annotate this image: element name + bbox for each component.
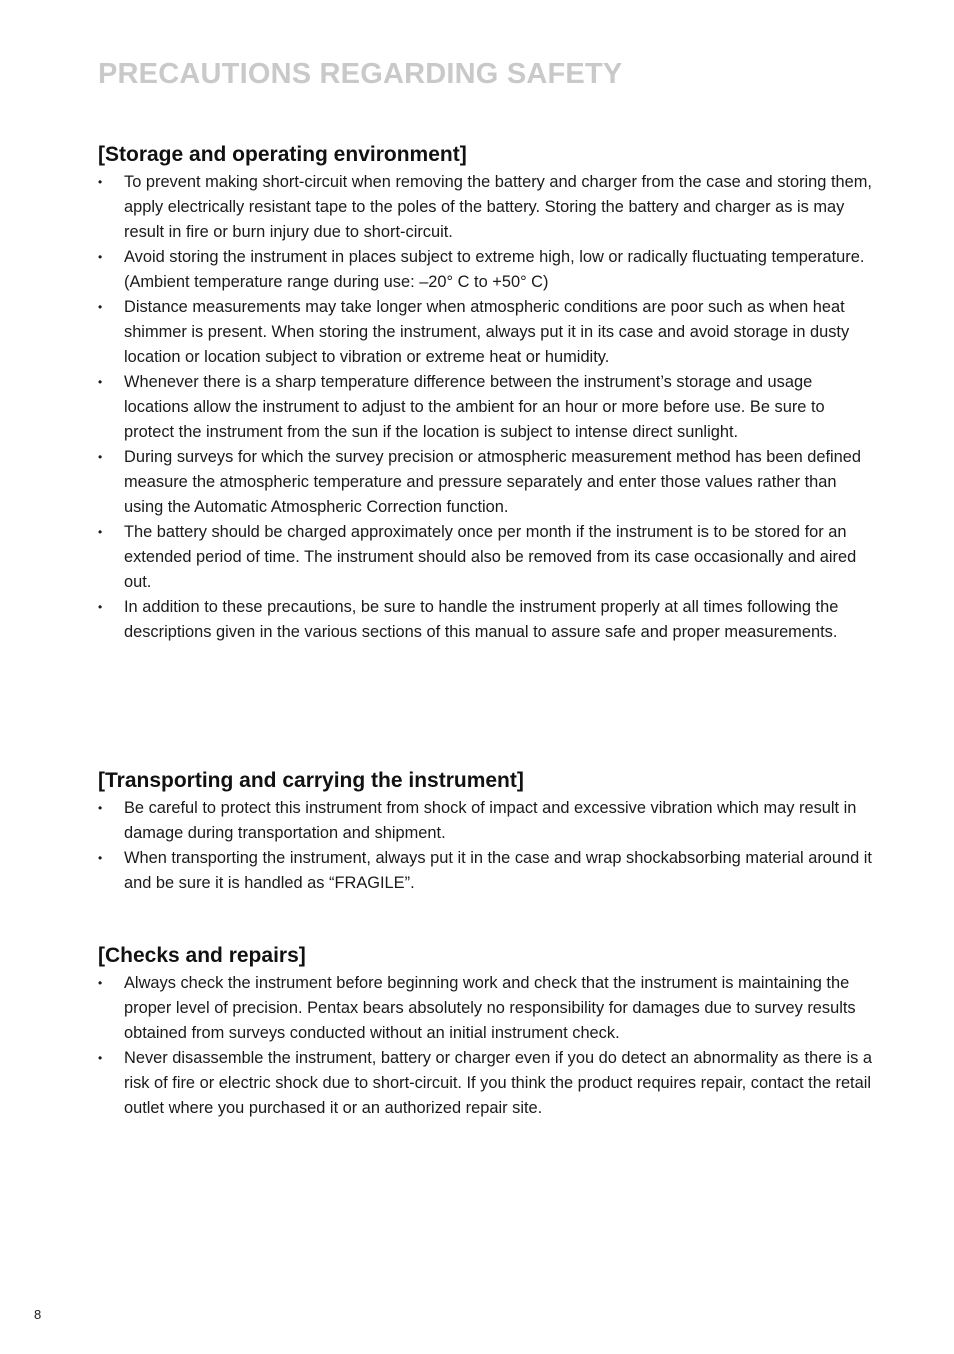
bullet-icon: •	[98, 525, 103, 539]
list-item	[98, 595, 878, 645]
bullet-icon: •	[98, 375, 103, 389]
bullet-icon: •	[98, 450, 103, 464]
bullet-icon: •	[98, 801, 103, 815]
bullet-list	[98, 971, 878, 1121]
page-number: 8	[34, 1307, 42, 1322]
list-item	[98, 170, 878, 245]
bullet-icon: •	[98, 300, 103, 314]
list-item-text: The battery should be charged approximately once per month if the instrument is to be stored for an extended period of time. The instrument should also be removed from its case occasionally and aired out.	[124, 523, 857, 591]
section-storage-environment	[98, 141, 878, 645]
list-item	[98, 846, 878, 896]
list-item-text: Avoid storing the instrument in places subject to extreme high, low or radically fluctuating temperature. (Ambient temperature range during use: –20° C to +50° C)	[124, 248, 865, 291]
bullet-icon: •	[98, 851, 103, 865]
bullet-icon: •	[98, 250, 103, 264]
bullet-icon: •	[98, 175, 103, 189]
list-item	[98, 445, 878, 520]
list-item	[98, 370, 878, 445]
list-item-text: Whenever there is a sharp temperature difference between the instrument’s storage and usage locations allow the instrument to adjust to the ambient for an hour or more before use. Be sure to protect the instrument from the sun if the location is subject to intense direct sunlight.	[124, 373, 825, 441]
list-item-text: During surveys for which the survey precision or atmospheric measurement method has been defined measure the atmospheric temperature and pressure separately and enter those values rather than using the Automatic Atmospheric Correction function.	[124, 448, 862, 516]
section-heading: [Transporting and carrying the instrument]	[98, 769, 524, 792]
bullet-list	[98, 796, 878, 896]
list-item-text: Never disassemble the instrument, battery or charger even if you do detect an abnormality as there is a risk of fire or electric shock due to short-circuit. If you think the product requires repair, contact the retail outlet where you purchased it or an authorized repair site.	[124, 1049, 872, 1117]
bullet-list	[98, 170, 878, 645]
page-title: PRECAUTIONS REGARDING SAFETY	[98, 58, 623, 90]
list-item	[98, 520, 878, 595]
list-item	[98, 295, 878, 370]
list-item	[98, 1046, 878, 1121]
list-item	[98, 971, 878, 1046]
list-item-text: To prevent making short-circuit when removing the battery and charger from the case and storing them, apply electrically resistant tape to the poles of the battery. Storing the battery and charger as is may result in fire or burn injury due to short-circuit.	[124, 173, 872, 241]
bullet-icon: •	[98, 1051, 103, 1065]
section-heading: [Checks and repairs]	[98, 944, 306, 967]
bullet-icon: •	[98, 976, 103, 990]
list-item-text: Always check the instrument before beginning work and check that the instrument is maintaining the proper level of precision. Pentax bears absolutely no responsibility for damages due to survey results obtained from surveys conducted without an initial instrument check.	[124, 974, 856, 1042]
section-checks-repairs	[98, 942, 878, 1121]
list-item-text: Distance measurements may take longer when atmospheric conditions are poor such as when heat shimmer is present. When storing the instrument, always put it in its case and avoid storage in dusty location or location subject to vibration or extreme heat or humidity.	[124, 298, 850, 366]
list-item	[98, 245, 878, 295]
list-item-text: Be careful to protect this instrument from shock of impact and excessive vibration which may result in damage during transportation and shipment.	[124, 799, 857, 842]
section-transporting	[98, 767, 878, 896]
list-item-text: When transporting the instrument, always put it in the case and wrap shockabsorbing material around it and be sure it is handled as “FRAGILE”.	[124, 849, 872, 892]
list-item	[98, 796, 878, 846]
section-heading: [Storage and operating environment]	[98, 143, 467, 166]
bullet-icon: •	[98, 600, 103, 614]
list-item-text: In addition to these precautions, be sure to handle the instrument properly at all times following the descriptions given in the various sections of this manual to assure safe and proper measurements.	[124, 598, 839, 641]
